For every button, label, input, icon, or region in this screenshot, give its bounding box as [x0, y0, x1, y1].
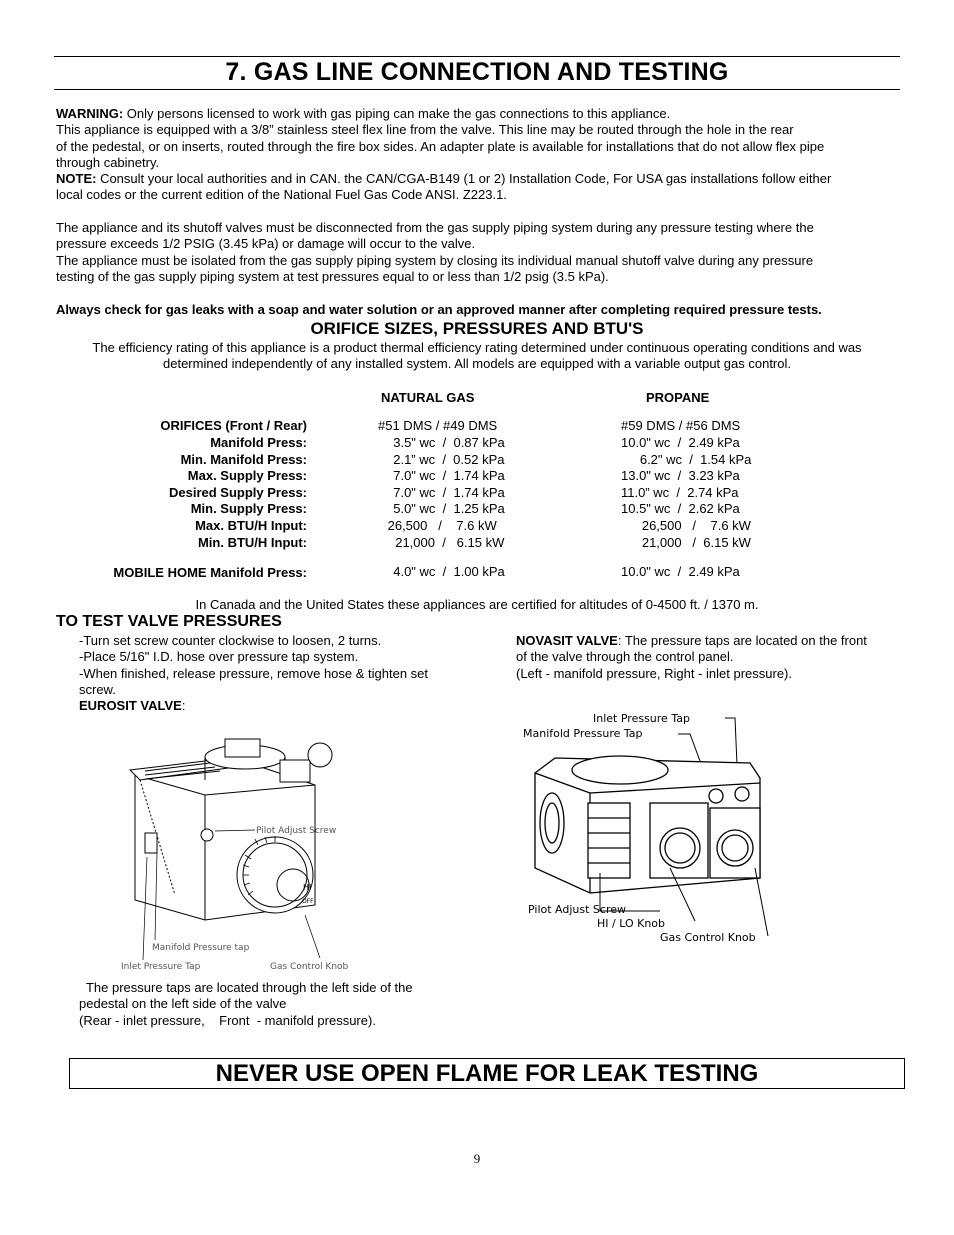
pressure-line-2: pressure exceeds 1/2 PSIG (3.45 kPa) or damage will occur to the valve. — [56, 236, 476, 252]
spec-natural: 4.0" wc / 1.00 kPa — [386, 564, 505, 579]
novasit-line-3: (Left - manifold pressure, Right - inlet pressure). — [516, 665, 792, 681]
novasit-note — [516, 633, 867, 682]
title-rule-top — [54, 56, 900, 57]
eurosit-valve-diagram — [115, 735, 375, 975]
altitude-note: In Canada and the United States these appliances are certified for altitudes of 0-4500 ft. / 1370 m. — [195, 597, 759, 612]
eurosit-gas-knob-label: Gas Control Knob — [270, 962, 349, 972]
eurosit-note-line-3: (Rear - inlet pressure, Front - manifold pressure). — [79, 1012, 376, 1028]
spec-natural: 2.1” wc / 0.52 kPa — [386, 452, 505, 467]
eurosit-label: EUROSIT VALVE — [79, 698, 182, 714]
spec-propane: 11.0” wc / 2.74 kPa — [621, 485, 739, 500]
leak-check-text: Always check for gas leaks with a soap and water solution or an approved manner after completing required pressure tests. — [56, 302, 822, 317]
novasit-line-2: of the valve through the control panel. — [516, 649, 734, 665]
novasit-label: NOVASIT VALVE — [516, 633, 618, 648]
spec-propane: #59 DMS / #56 DMS — [621, 418, 741, 433]
spec-label: Min. BTU/H Input: — [197, 535, 307, 550]
pressure-line-4: testing of the gas supply piping system at test pressures equal to or less than 1/2 psig (3.5 kPa). — [56, 268, 609, 284]
eurosit-pilot-adjust-label: Pilot Adjust Screw — [256, 826, 337, 836]
intro-line-2: This appliance is equipped with a 3/8” stainless steel flex line from the valve. This line may be routed through the hole in the rear — [56, 122, 794, 138]
page-title: 7. GAS LINE CONNECTION AND TESTING — [225, 58, 729, 86]
leak-warning-banner: NEVER USE OPEN FLAME FOR LEAK TESTING — [69, 1058, 905, 1089]
efficiency-line-1: The efficiency rating of this appliance is a product thermal efficiency rating determined under continuous operating conditions and was — [92, 340, 862, 355]
eurosit-note-line-2: pedestal on the left side of the valve — [79, 996, 287, 1012]
orifice-heading: ORIFICE SIZES, PRESSURES AND BTU'S — [310, 319, 644, 338]
spec-propane: 13.0" wc / 3.23 kPa — [621, 468, 740, 483]
novasit-manifold-tap-label: Manifold Pressure Tap — [523, 727, 643, 740]
spec-natural: 7.0" wc / 1.74 kPa — [386, 468, 505, 483]
spec-natural: 5.0" wc / 1.25 kPa — [386, 501, 505, 516]
natural-gas-column-header: NATURAL GAS — [381, 390, 475, 405]
spec-propane: 6.2" wc / 1.54 kPa — [629, 452, 752, 467]
novasit-pilot-adjust-label: Pilot Adjust Screw — [528, 903, 627, 916]
spec-label: Max. Supply Press: — [187, 468, 307, 483]
test-step-2: -Place 5/16" I.D. hose over pressure tap system. — [79, 649, 359, 665]
novasit-text: : The pressure taps are located on the front — [617, 633, 867, 648]
knob-hi-text: HI — [303, 883, 312, 892]
spec-label: MOBILE HOME Manifold Press: — [113, 565, 307, 580]
intro-line-4: through cabinetry. — [56, 154, 160, 170]
warning-line — [56, 106, 902, 122]
spec-natural: #51 DMS / #49 DMS — [378, 418, 498, 433]
spec-propane: 26,500 / 7.6 kW — [631, 518, 751, 533]
spec-label: ORIFICES (Front / Rear) — [160, 418, 307, 433]
spec-natural: 21,000 / 6.15 kW — [388, 535, 505, 550]
eurosit-heading — [79, 698, 428, 714]
test-step-3: -When finished, release pressure, remove hose & tighten set — [79, 665, 429, 681]
intro-line-3: of the pedestal, or on inserts, routed through the fire box sides. An adapter plate is available for installations that do not allow flex pipe — [56, 138, 825, 154]
leak-check-note — [56, 302, 902, 318]
spec-label: Desired Supply Press: — [169, 485, 307, 500]
title-rule-bottom — [54, 89, 900, 90]
pressure-line-3: The appliance must be isolated from the gas supply piping system by closing its individual manual shutoff valve during any pressure — [56, 252, 814, 268]
knob-off-text: OFF — [302, 898, 314, 905]
warning-label: WARNING: — [56, 106, 124, 121]
eurosit-colon: : — [181, 698, 186, 714]
novasit-gas-knob-label: Gas Control Knob — [660, 931, 756, 944]
eurosit-inlet-tap-label: Inlet Pressure Tap — [121, 962, 201, 972]
spec-label: Min. Manifold Press: — [180, 452, 307, 467]
eurosit-note-line-1: The pressure taps are located through the left side of the — [79, 980, 413, 995]
pressure-line-1: The appliance and its shutoff valves must be disconnected from the gas supply piping system during any pressure testing where the — [56, 220, 814, 235]
spec-propane: 10.0" wc / 2.49 kPa — [621, 564, 740, 579]
note-line — [56, 171, 902, 187]
test-step-3-cont: screw. — [79, 681, 116, 697]
pressure-test-paragraph — [56, 220, 902, 285]
novasit-inlet-tap-label: Inlet Pressure Tap — [593, 712, 690, 725]
eurosit-manifold-tap-label: Manifold Pressure tap — [152, 943, 250, 953]
page-number: 9 — [473, 1151, 481, 1166]
note-label: NOTE: — [56, 171, 97, 187]
efficiency-line-2: determined independently of any installed system. All models are equipped with a variable output gas control. — [163, 356, 791, 372]
test-step-1: -Turn set screw counter clockwise to loosen, 2 turns. — [79, 633, 382, 648]
note-text: Consult your local authorities and in CAN. the CAN/CGA-B149 (1 or 2) Installation Code, For USA gas installations follow either — [96, 171, 832, 187]
intro-line-6: local codes or the current edition of the National Fuel Gas Code ANSI. Z223.1. — [56, 187, 507, 203]
novasit-hilo-knob-label: HI / LO Knob — [597, 917, 666, 930]
test-valve-heading: TO TEST VALVE PRESSURES — [56, 613, 282, 630]
warning-text: Only persons licensed to work with gas piping can make the gas connections to this appliance. — [123, 106, 671, 121]
spec-propane: 21,000 / 6.15 kW — [631, 535, 751, 550]
test-steps — [79, 633, 428, 714]
novasit-valve-diagram — [520, 708, 790, 948]
spec-natural: 7.0" wc / 1.74 kPa — [386, 485, 505, 500]
intro-paragraph — [56, 106, 902, 204]
efficiency-paragraph — [54, 340, 900, 373]
spec-natural: 26,500 / 7.6 kW — [384, 518, 497, 533]
spec-label: Manifold Press: — [210, 435, 307, 450]
spec-label: Min. Supply Press: — [190, 501, 307, 516]
spec-propane: 10.0" wc / 2.49 kPa — [621, 435, 740, 450]
eurosit-tap-note — [79, 980, 413, 1029]
novasit-line-1 — [516, 633, 867, 649]
spec-natural: 3.5" wc / 0.87 kPa — [386, 435, 505, 450]
spec-propane: 10.5" wc / 2.62 kPa — [621, 501, 740, 516]
spec-label: Max. BTU/H Input: — [195, 518, 307, 533]
propane-column-header: PROPANE — [646, 390, 710, 405]
